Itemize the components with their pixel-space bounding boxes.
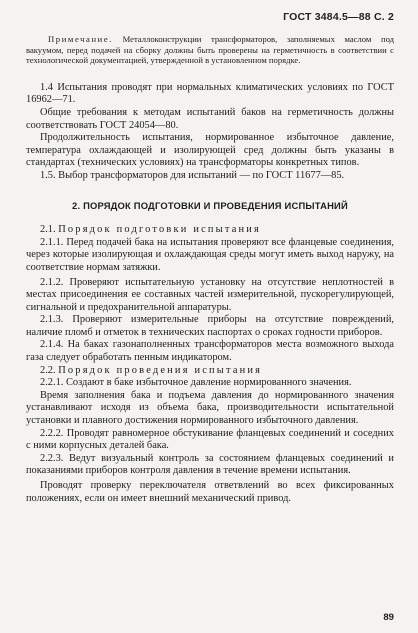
document-body [26,34,394,505]
subsection-2-2-title: Порядок проведения испытания [58,364,263,376]
paragraph-2-2-1: 2.2.1. Создают в баке избыточное давление нормированного значения. [40,377,352,389]
paragraph-1-4-duration: Продолжительность испытания, нормированное избыточное давление, температура охлаждающей и изолирующей сред должны быть указаны в стандартах (технических условиях) на трансформаторы конкретных типов. [26,132,394,169]
page-header: ГОСТ 3484.5—88 С. 2 [283,11,394,23]
paragraph-2-2-1-time: Время заполнения бака и подъема давления до нормированного значения устанавливают исходя из объема бака, производительности испытательной установки и плавного достижения нормированного избыточного давления. [26,389,394,427]
note-paragraph [26,34,394,66]
paragraph-2-2-2: 2.2.2. Проводят равномерное обстукивание фланцевых соединений и соседних с ними корпусных деталей бака. [26,427,394,452]
paragraph-1-5: 1.5. Выбор трансформаторов для испытаний — по ГОСТ 11677—85. [40,169,345,181]
paragraph-2-1-2: 2.1.2. Проверяют испытательную установку на отсутствие неплотностей в местах присоединения ее составных частей измерительной, пускорегулирующей, сигнальной и предохранительной аппаратуры. [26,276,394,313]
subsection-2-1-heading [26,224,394,237]
note-lead: Примечание. [48,34,114,44]
section-2-title: 2. ПОРЯДОК ПОДГОТОВКИ И ПРОВЕДЕНИЯ ИСПЫТАНИЙ [72,199,348,211]
note-text: Металлоконструкции трансформаторов, заполняемых маслом под вакуумом, перед подачей на сборку должны быть проверены на герметичность в соответствии с технологической документацией, утвержденной в установленном порядке. [26,34,394,66]
subsection-2-1-number: 2.1. [40,224,56,236]
paragraph-2-2-3: 2.2.3. Ведут визуальный контроль за состоянием фланцевых соединений и показаниями приборов контроля давления в течение времени испытания. [26,452,394,477]
paragraph-2-2-3-switch: Проводят проверку переключателя ответвлений во всех фиксированных положениях, если он имеет внешний механический привод. [26,480,394,504]
paragraph-2-1-1: 2.1.1. Перед подачей бака на испытания проверяют все фланцевые соединения, через которые изолирующая и охлаждающая среды могут иметь выход наружу, на соответствие нормам затяжки. [26,236,394,273]
subsection-2-2-number: 2.2. [40,364,56,376]
subsection-2-1-title: Порядок подготовки испытания [58,224,262,236]
subsection-2-2-heading [26,365,394,378]
paragraph-2-1-3: 2.1.3. Проверяют измерительные приборы на отсутствие повреждений, наличие пломб и отметок в технических паспортах о сроках годности приборов. [26,314,394,338]
paragraph-2-1-4: 2.1.4. На баках газонаполненных трансформаторов места возможного выхода газа следует обработать пенным индикатором. [26,339,394,364]
page-number: 89 [383,612,394,623]
paragraph-1-4-general: Общие требования к методам испытаний баков на герметичность должны соответствовать ГОСТ 24054—80. [26,106,394,131]
paragraph-1-4: 1.4 Испытания проводят при нормальных климатических условиях по ГОСТ 16962—71. [26,81,394,106]
